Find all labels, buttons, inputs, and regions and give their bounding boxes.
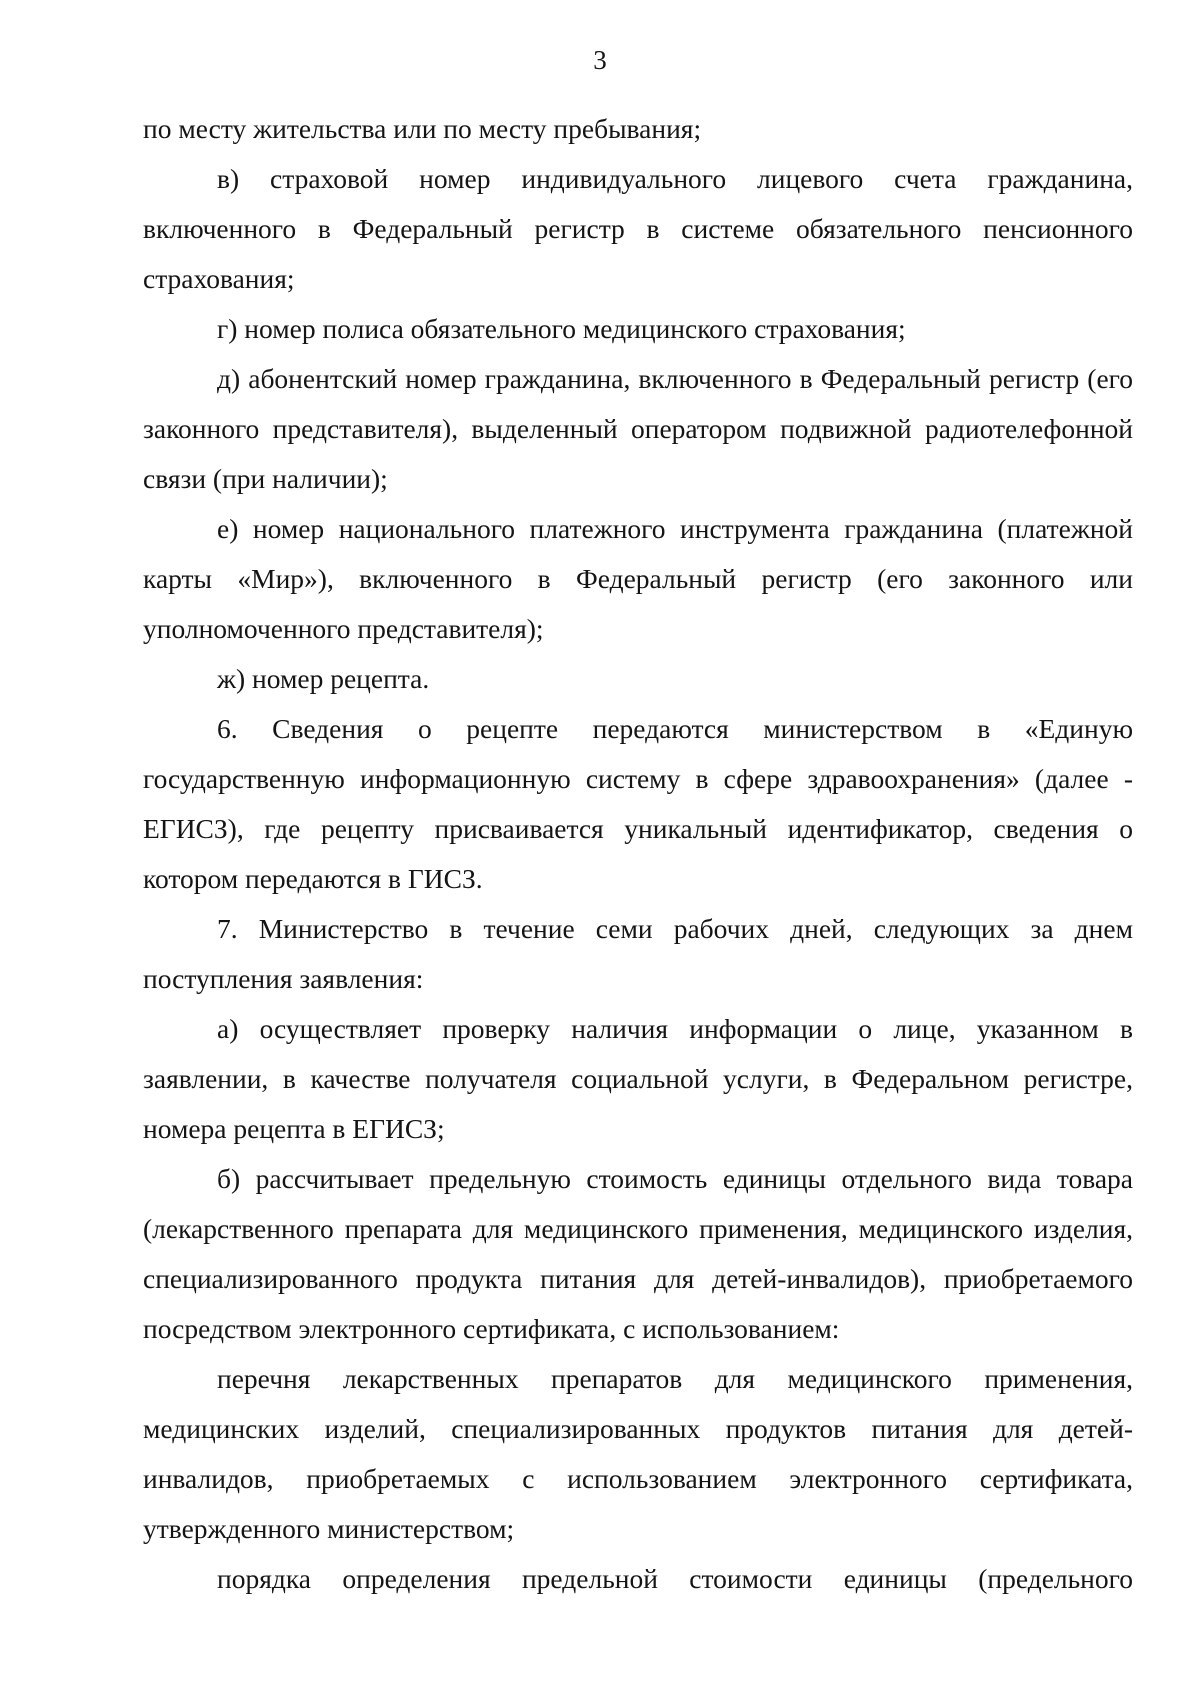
paragraph: 7. Министерство в течение семи рабочих дней, следующих за днем поступления заявления: — [143, 913, 1133, 994]
paragraph: б) рассчитывает предельную стоимость единицы отдельного вида товара (лекарственного препарата для медицинского применения, медицинского изделия, специализированного продукта питания для детей-инвалидов), приобретаемого посредством электронного сертификата, с использованием: — [143, 1163, 1133, 1344]
paragraph: е) номер национального платежного инструмента гражданина (платежной карты «Мир»), включенного в Федеральный регистр (его законного или уполномоченного представителя); — [143, 513, 1133, 644]
paragraph: д) абонентский номер гражданина, включенного в Федеральный регистр (его законного представителя), выделенный оператором подвижной радиотелефонной связи (при наличии); — [143, 363, 1133, 494]
paragraph: 6. Сведения о рецепте передаются министерством в «Единую государственную информационную систему в сфере здравоохранения» (далее - ЕГИСЗ), где рецепту присваивается уникальный идентификатор, сведения о котором передаются в ГИСЗ. — [143, 713, 1133, 894]
page-number: 3 — [593, 45, 607, 75]
paragraph: а) осуществляет проверку наличия информации о лице, указанном в заявлении, в качестве получателя социальной услуги, в Федеральном регистре, номера рецепта в ЕГИСЗ; — [143, 1013, 1133, 1144]
paragraph: в) страховой номер индивидуального лицевого счета гражданина, включенного в Федеральный регистр в системе обязательного пенсионного страхования; — [143, 163, 1133, 294]
document-body — [143, 104, 1133, 1604]
paragraph: по месту жительства или по месту пребывания; — [143, 113, 702, 144]
paragraph: порядка определения предельной стоимости единицы (предельного — [217, 1563, 1133, 1594]
paragraph: ж) номер рецепта. — [217, 663, 430, 694]
paragraph: перечня лекарственных препаратов для медицинского применения, медицинских изделий, специализированных продуктов питания для детей-инвалидов, приобретаемых с использованием электронного сертификата, утвержденного министерством; — [143, 1363, 1133, 1544]
paragraph: г) номер полиса обязательного медицинского страхования; — [217, 313, 906, 344]
